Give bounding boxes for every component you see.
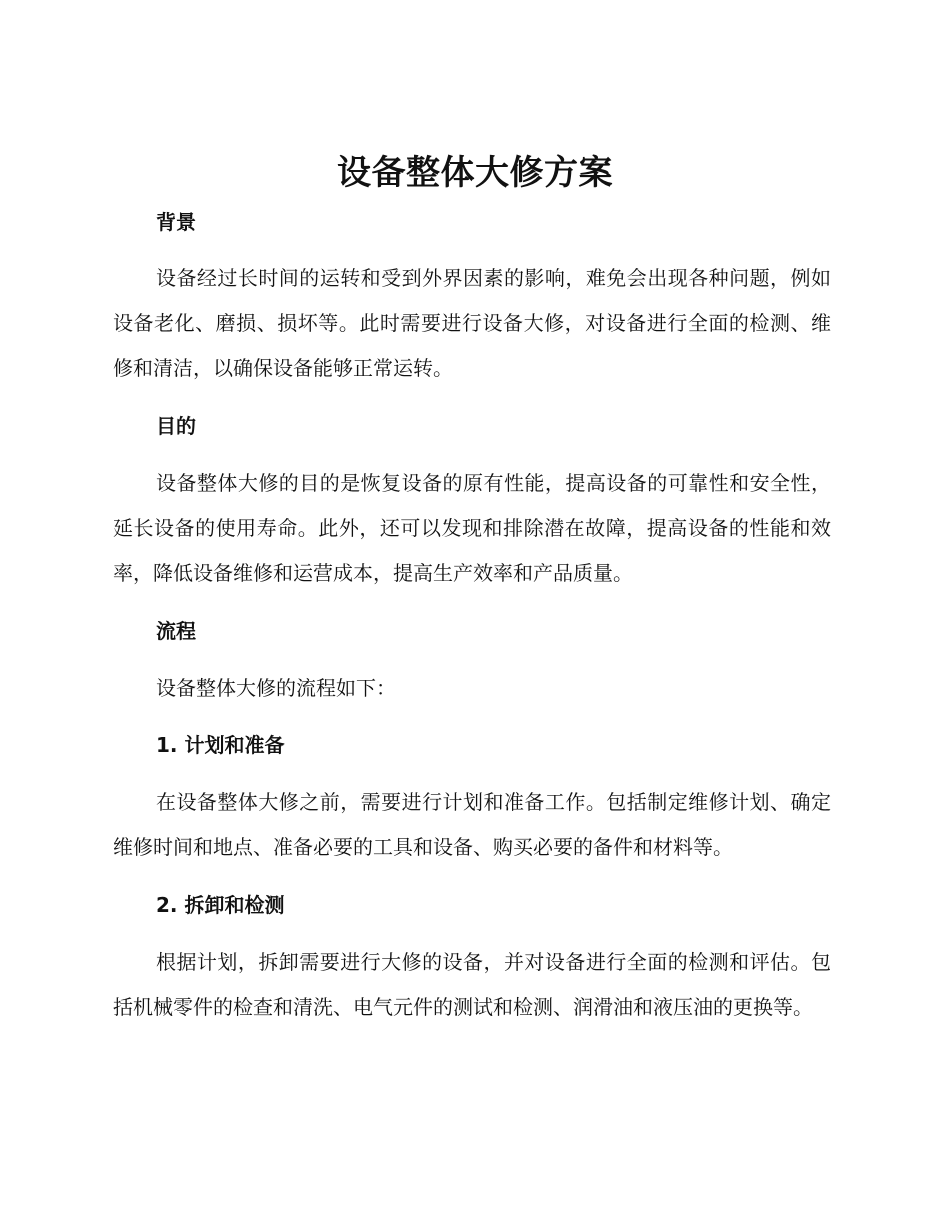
paragraph-purpose: 设备整体大修的目的是恢复设备的原有性能，提高设备的可靠性和安全性，延长设备的使用寿命。此外，还可以发现和排除潜在故障，提高设备的性能和效率，降低设备维修和运营成本，提高生产效率和产品质量。 <box>113 471 831 585</box>
section-heading-background: 背景 <box>156 210 196 234</box>
paragraph-process-intro: 设备整体大修的流程如下： <box>156 676 396 700</box>
document-title: 设备整体大修方案 <box>337 153 613 193</box>
step-heading-disassemble-inspect: 2. 拆卸和检测 <box>156 893 285 917</box>
paragraph-background: 设备经过长时间的运转和受到外界因素的影响，难免会出现各种问题，例如设备老化、磨损、损坏等。此时需要进行设备大修，对设备进行全面的检测、维修和清洁，以确保设备能够正常运转。 <box>113 266 831 380</box>
step-heading-plan-prepare: 1. 计划和准备 <box>156 733 285 757</box>
section-heading-process: 流程 <box>156 619 196 643</box>
paragraph-step-plan-prepare: 在设备整体大修之前，需要进行计划和准备工作。包括制定维修计划、确定维修时间和地点、准备必要的工具和设备、购买必要的备件和材料等。 <box>113 790 831 859</box>
paragraph-step-disassemble-inspect: 根据计划，拆卸需要进行大修的设备，并对设备进行全面的检测和评估。包括机械零件的检查和清洗、电气元件的测试和检测、润滑油和液压油的更换等。 <box>113 950 831 1019</box>
section-heading-purpose: 目的 <box>156 414 196 438</box>
